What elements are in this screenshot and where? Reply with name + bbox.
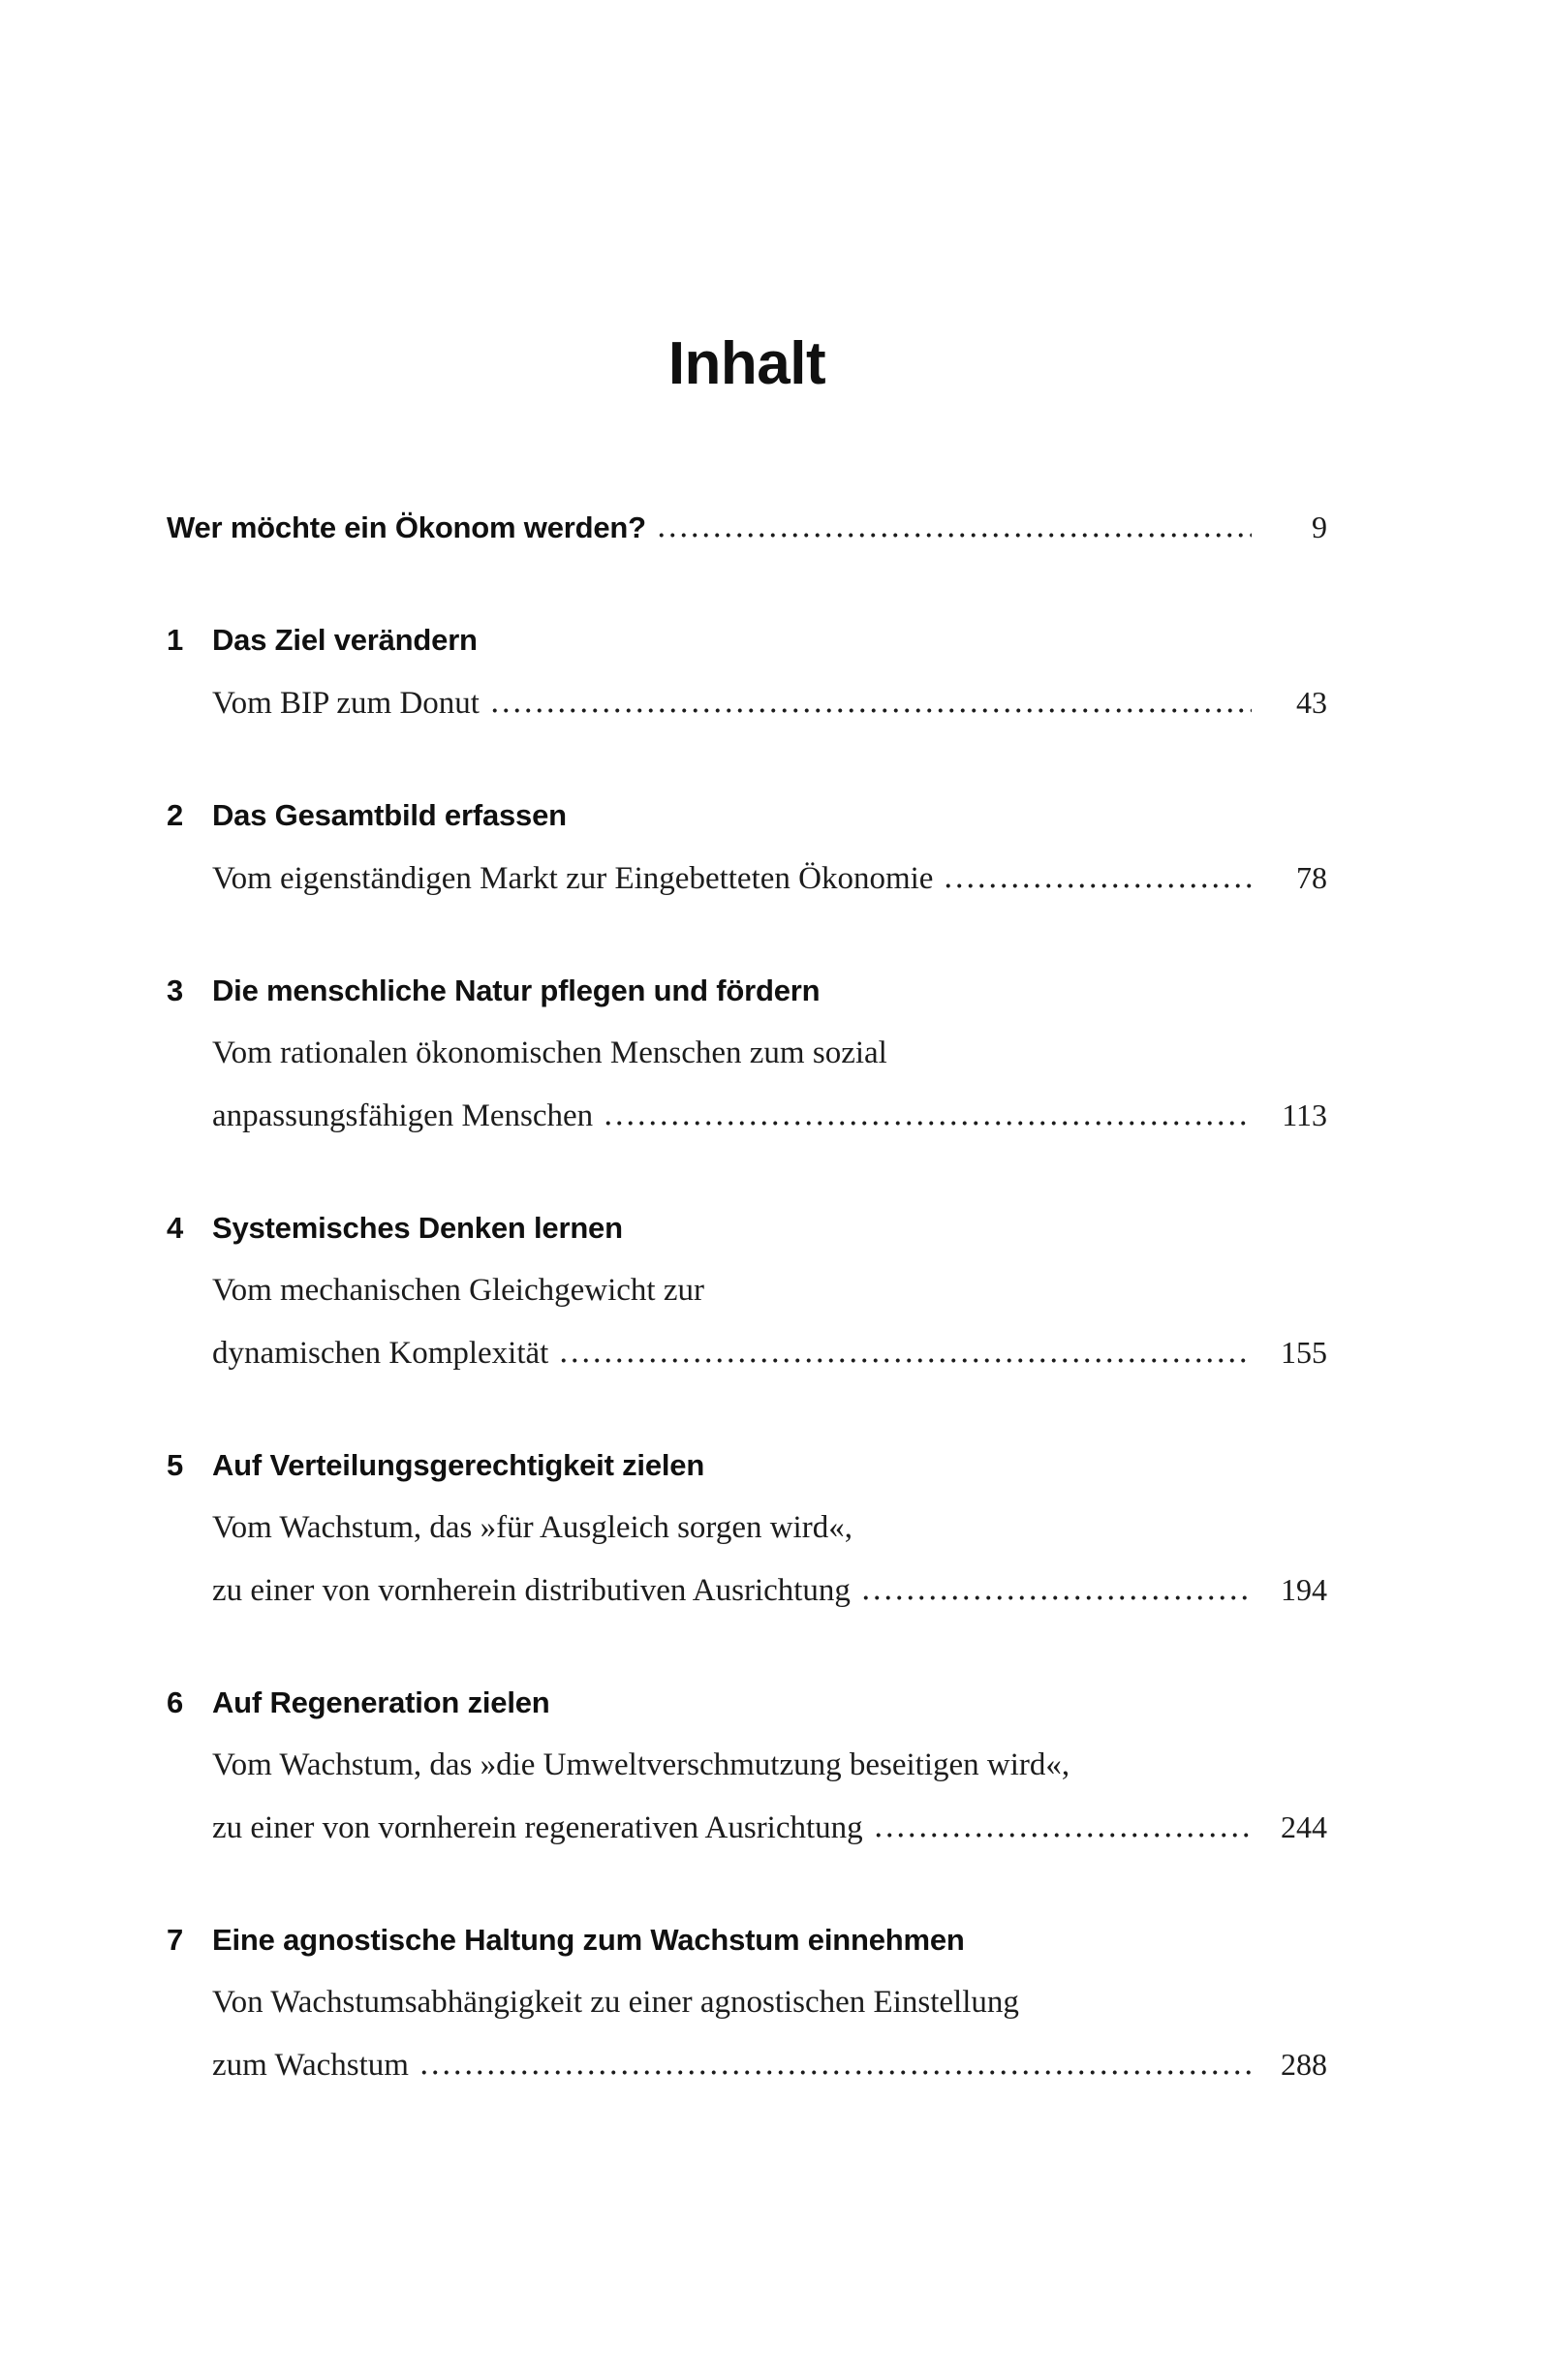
entry-heading: Wer möchte ein Ökonom werden? bbox=[167, 510, 646, 544]
entry-subtitle-row bbox=[167, 1084, 1327, 1147]
entry-subtitle: Vom Wachstum, das »die Umweltverschmutzung beseitigen wird«, bbox=[212, 1747, 1070, 1782]
entry-page-number: 43 bbox=[1296, 685, 1327, 720]
entry-subtitle-row bbox=[167, 847, 1327, 910]
dot-leader bbox=[418, 2070, 1252, 2075]
toc-entry bbox=[167, 960, 1327, 1147]
entry-subtitle: Von Wachstumsabhängigkeit zu einer agnostischen Einstellung bbox=[212, 1985, 1019, 2020]
entry-heading-row bbox=[167, 1672, 1327, 1734]
entry-heading-row bbox=[167, 785, 1327, 847]
entry-page-number: 9 bbox=[1312, 510, 1327, 544]
entry-subtitle-row bbox=[167, 1559, 1327, 1622]
entry-number: 2 bbox=[167, 798, 184, 832]
entry-subtitle: anpassungsfähigen Menschen bbox=[212, 1098, 594, 1133]
entry-page-number: 244 bbox=[1281, 1809, 1327, 1844]
entry-subtitle-row bbox=[167, 1022, 1327, 1084]
toc-entry bbox=[167, 496, 1327, 559]
toc-entry bbox=[167, 1909, 1327, 2096]
entry-subtitle: zu einer von vornherein distributiven Ausrichtung bbox=[212, 1573, 851, 1608]
entry-subtitle-row bbox=[167, 1796, 1327, 1859]
dot-leader bbox=[603, 1121, 1252, 1126]
dot-leader bbox=[943, 883, 1252, 888]
entry-subtitle-row bbox=[167, 2033, 1327, 2096]
entry-subtitle: zum Wachstum bbox=[212, 2048, 409, 2083]
entry-heading-row bbox=[167, 1909, 1327, 1971]
entry-number: 5 bbox=[167, 1448, 184, 1482]
entry-number: 3 bbox=[167, 974, 184, 1007]
entry-heading: Auf Verteilungsgerechtigkeit zielen bbox=[212, 1448, 705, 1482]
entry-heading-row bbox=[167, 609, 1327, 671]
entry-heading: Systemisches Denken lernen bbox=[212, 1211, 623, 1245]
entry-subtitle: Vom Wachstum, das »für Ausgleich sorgen wird«, bbox=[212, 1510, 852, 1545]
entry-subtitle: Vom mechanischen Gleichgewicht zur bbox=[212, 1273, 704, 1308]
toc-entry bbox=[167, 609, 1327, 734]
toc-entry bbox=[167, 1197, 1327, 1384]
entry-page-number: 155 bbox=[1281, 1335, 1327, 1370]
entry-subtitle-row bbox=[167, 671, 1327, 734]
entry-number: 6 bbox=[167, 1685, 184, 1719]
page-title: Inhalt bbox=[667, 330, 826, 397]
entry-subtitle-row bbox=[167, 1971, 1327, 2033]
entry-page-number: 78 bbox=[1296, 860, 1327, 895]
entry-page-number: 288 bbox=[1281, 2047, 1327, 2082]
entry-heading: Das Ziel verändern bbox=[212, 623, 478, 657]
entry-heading-row bbox=[167, 1435, 1327, 1497]
entry-subtitle: dynamischen Komplexität bbox=[212, 1336, 549, 1371]
dot-leader bbox=[489, 708, 1252, 713]
entry-heading: Auf Regeneration zielen bbox=[212, 1685, 550, 1719]
entry-number: 7 bbox=[167, 1923, 184, 1957]
entry-subtitle-row bbox=[167, 1259, 1327, 1321]
entry-heading-row bbox=[167, 1197, 1327, 1259]
toc-entry bbox=[167, 1435, 1327, 1622]
dot-leader bbox=[860, 1595, 1252, 1600]
entry-subtitle-row bbox=[167, 1734, 1327, 1796]
entry-subtitle-row bbox=[167, 1497, 1327, 1559]
entry-heading: Eine agnostische Haltung zum Wachstum einnehmen bbox=[212, 1923, 965, 1957]
entry-heading-row bbox=[167, 960, 1327, 1022]
entry-heading: Die menschliche Natur pflegen und fördern bbox=[212, 974, 821, 1007]
entry-heading: Das Gesamtbild erfassen bbox=[212, 798, 567, 832]
entry-subtitle: Vom rationalen ökonomischen Menschen zum sozial bbox=[212, 1035, 887, 1070]
entry-subtitle-row bbox=[167, 1321, 1327, 1384]
entry-number: 4 bbox=[167, 1211, 184, 1245]
dot-leader bbox=[873, 1833, 1252, 1838]
dot-leader bbox=[558, 1358, 1252, 1363]
toc-entry bbox=[167, 1672, 1327, 1859]
dot-leader bbox=[656, 533, 1252, 538]
entry-number: 1 bbox=[167, 623, 184, 657]
entry-subtitle: Vom eigenständigen Markt zur Eingebetteten Ökonomie bbox=[212, 861, 934, 896]
entry-page-number: 113 bbox=[1282, 1097, 1327, 1132]
entry-subtitle: Vom BIP zum Donut bbox=[212, 686, 480, 721]
entry-page-number: 194 bbox=[1281, 1572, 1327, 1607]
toc-entry bbox=[167, 785, 1327, 910]
entry-subtitle: zu einer von vornherein regenerativen Ausrichtung bbox=[212, 1810, 863, 1845]
entry-heading-row bbox=[167, 496, 1327, 559]
